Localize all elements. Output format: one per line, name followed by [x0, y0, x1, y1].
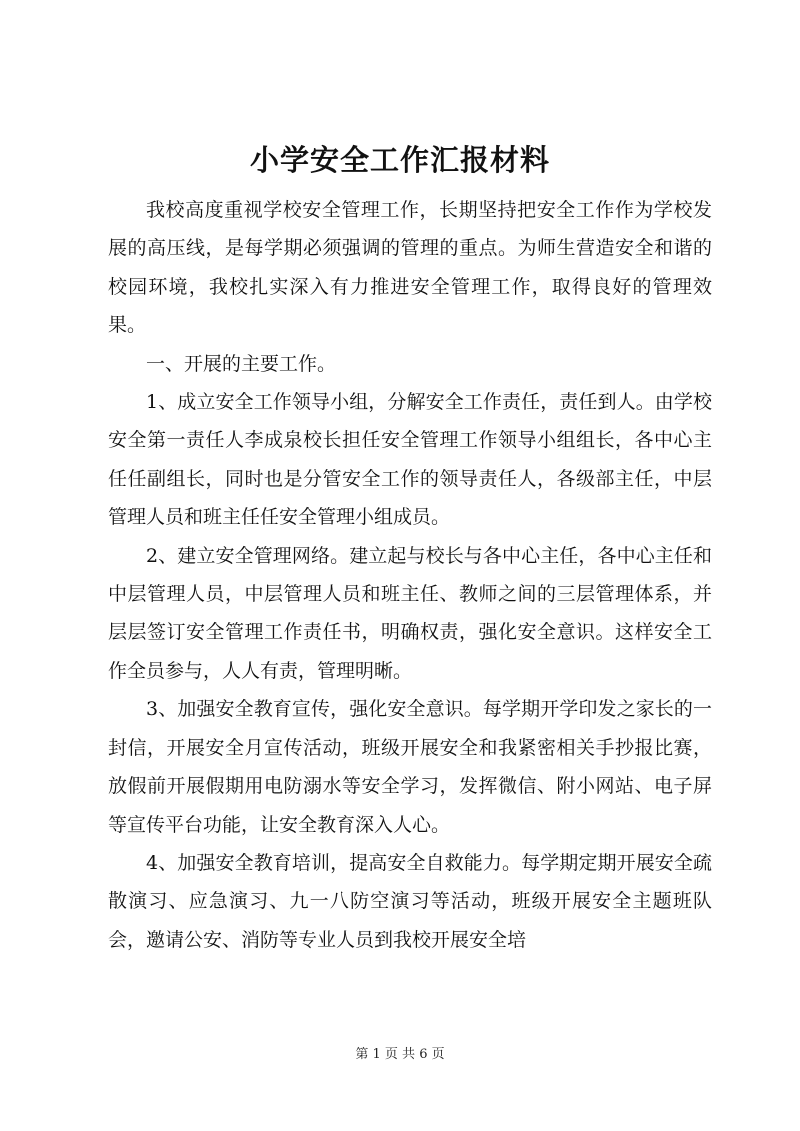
paragraph-item-3: 3、加强安全教育宣传，强化安全意识。每学期开学印发之家长的一封信，开展安全月宣传活动，班级开展安全和我紧密相关手抄报比赛，放假前开展假期用电防溺水等安全学习，发挥微信、附小网站、电子屏等宣传平台功能，让安全教育深入人心。: [108, 698, 712, 836]
document-body: [108, 191, 712, 959]
paragraph-item-2: 2、建立安全管理网络。建立起与校长与各中心主任，各中心主任和中层管理人员，中层管理人员和班主任、教师之间的三层管理体系，并层层签订安全管理工作责任书，明确权责，强化安全意识。这样安全工作全员参与，人人有责，管理明晰。: [108, 544, 712, 682]
paragraph-item-4: 4、加强安全教育培训，提高安全自救能力。每学期定期开展安全疏散演习、应急演习、九一八防空演习等活动，班级开展安全主题班队会，邀请公安、消防等专业人员到我校开展安全培: [108, 851, 712, 951]
paragraph-intro: 我校高度重视学校安全管理工作，长期坚持把安全工作作为学校发展的高压线，是每学期必须强调的管理的重点。为师生营造安全和谐的校园环境，我校扎实深入有力推进安全管理工作，取得良好的管理效果。: [108, 199, 712, 337]
paragraph-section-heading: 一、开展的主要工作。: [146, 352, 337, 375]
page-footer: 第 1 页 共 6 页: [355, 1047, 445, 1062]
paragraph-item-1: 1、成立安全工作领导小组，分解安全工作责任，责任到人。由学校安全第一责任人李成泉校长担任安全管理工作领导小组组长，各中心主任任副组长，同时也是分管安全工作的领导责任人，各级部主任，中层管理人员和班主任任安全管理小组成员。: [108, 391, 712, 529]
document-title: 小学安全工作汇报材料: [249, 143, 550, 177]
